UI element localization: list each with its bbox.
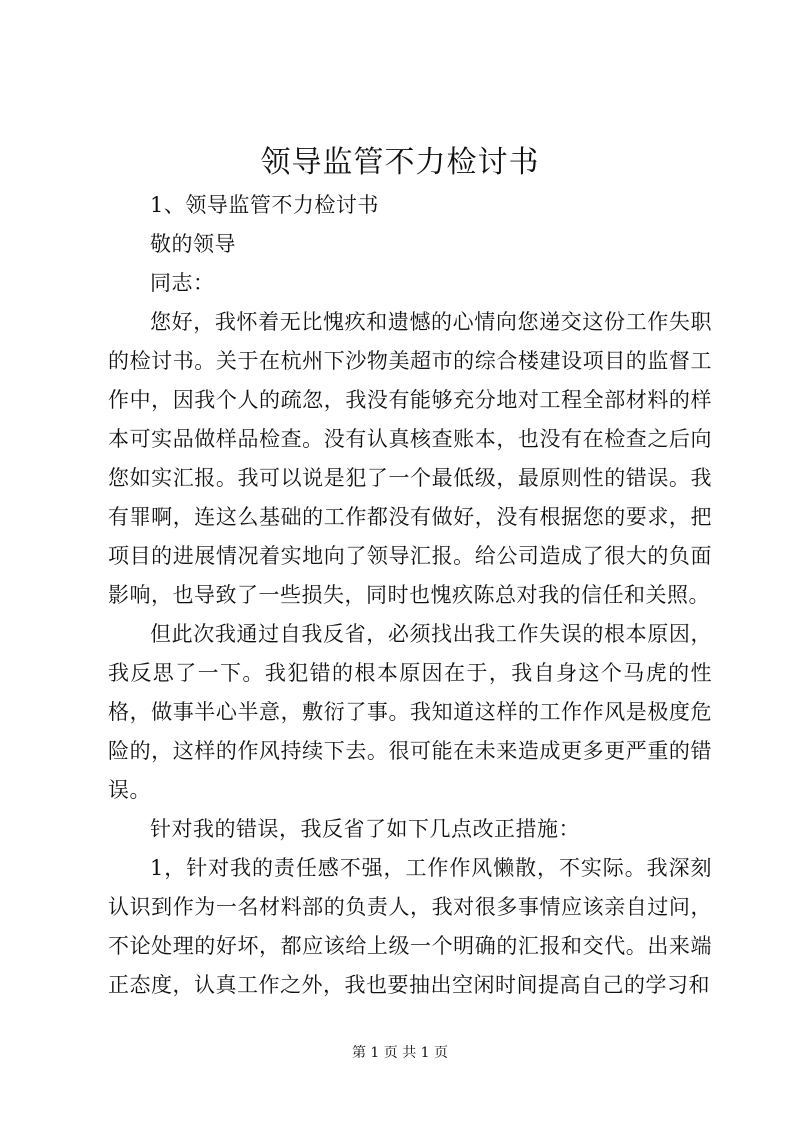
page-footer: 第 1 页 共 1 页 bbox=[351, 1045, 449, 1061]
body-paragraph: 您好，我怀着无比愧疚和遗憾的心情向您递交这份工作失职的检讨书。关于在杭州下沙物美超市的综合楼建设项目的监督工作中，因我个人的疏忽，我没有能够充分地对工程全部材料的样本可实品做样品检查。没有认真核查账本，也没有在检查之后向您如实汇报。我可以说是犯了一个最低级，最原则性的错误。我有罪啊，连这么基础的工作都没有做好，没有根据您的要求，把项目的进展情况着实地向了领导汇报。给公司造成了很大的负面影响，也导致了一些损失，同时也愧疚陈总对我的信任和关照。 bbox=[108, 310, 712, 607]
document-body bbox=[108, 186, 712, 1005]
document-title: 领导监管不力检讨书 bbox=[260, 145, 540, 180]
body-paragraph: 针对我的错误，我反省了如下几点改正措施： bbox=[150, 817, 580, 841]
salutation-line-1: 敬的领导 bbox=[150, 232, 236, 256]
body-paragraph: 1，针对我的责任感不强，工作作风懒散，不实际。我深刻认识到作为一名材料部的负责人，我对很多事情应该亲自过问，不论处理的好坏，都应该给上级一个明确的汇报和交代。出来端正态度，认真工作之外，我也要抽出空闲时间提高自己的学习和 bbox=[108, 856, 712, 997]
document-heading: 1、领导监管不力检讨书 bbox=[150, 193, 379, 217]
salutation-line-2: 同志： bbox=[150, 271, 215, 295]
body-paragraph: 但此次我通过自我反省，必须找出我工作失误的根本原因，我反思了一下。我犯错的根本原因在于，我自身这个马虎的性格，做事半心半意，敷衍了事。我知道这样的工作作风是极度危险的，这样的作风持续下去。很可能在未来造成更多更严重的错误。 bbox=[108, 622, 712, 802]
